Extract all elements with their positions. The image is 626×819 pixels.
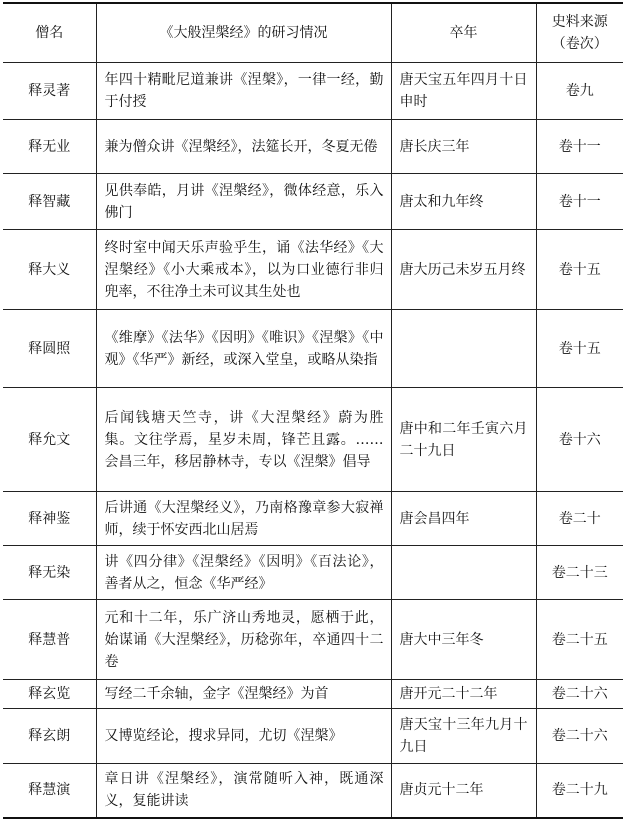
table-row: [3, 120, 623, 174]
table-row: [3, 600, 623, 680]
source-volume: 卷二十六: [536, 709, 623, 764]
monk-name: 释神鉴: [3, 492, 96, 546]
table-row: [3, 546, 623, 600]
death-date: 唐贞元十二年: [391, 764, 536, 818]
death-date: 唐长庆三年: [391, 120, 536, 174]
header-study: 《大般涅槃经》的研习情况: [96, 3, 391, 63]
header-row: [3, 3, 623, 63]
study-text: 写经二千余轴，金字《涅槃经》为首: [96, 680, 391, 709]
study-text: 讲《四分律》《涅槃经》《因明》《百法论》，善者从之，恒念《华严经》: [96, 546, 391, 600]
monk-study-table: [3, 2, 623, 819]
source-volume: 卷二十五: [536, 600, 623, 680]
death-date: 唐天宝十三年九月十九日: [391, 709, 536, 764]
study-text: 《维摩》《法华》《因明》《唯识》《涅槃》《中观》《华严》新经，或深入堂皇，或略从染指: [96, 310, 391, 388]
source-volume: 卷九: [536, 63, 623, 120]
monk-name: 释无染: [3, 546, 96, 600]
source-volume: 卷十一: [536, 174, 623, 230]
death-date: 唐开元二十二年: [391, 680, 536, 709]
source-volume: 卷二十九: [536, 764, 623, 818]
source-volume: 卷十五: [536, 230, 623, 310]
death-date: 唐大历己未岁五月终: [391, 230, 536, 310]
study-text: 见供奉皓，月讲《涅槃经》，微体经意，乐入佛门: [96, 174, 391, 230]
table-row: [3, 63, 623, 120]
source-volume: 卷二十三: [536, 546, 623, 600]
table-row: [3, 492, 623, 546]
study-text: 后闻钱塘天竺寺，讲《大涅槃经》蔚为胜集。文往学焉，星岁未周，锋芒且露。……会昌三年，移居静林寺，专以《涅槃》倡导: [96, 388, 391, 492]
source-volume: 卷十一: [536, 120, 623, 174]
monk-name: 释大义: [3, 230, 96, 310]
monk-name: 释圆照: [3, 310, 96, 388]
study-text: 后讲通《大涅槃经义》，乃南格豫章参大寂禅师，续于怀安西北山居焉: [96, 492, 391, 546]
study-text: 年四十精毗尼道兼讲《涅槃》，一律一经，勤于付授: [96, 63, 391, 120]
table-row: [3, 709, 623, 764]
monk-name: 释灵著: [3, 63, 96, 120]
table-row: [3, 230, 623, 310]
monk-name: 释智藏: [3, 174, 96, 230]
death-date: 唐会昌四年: [391, 492, 536, 546]
header-source-line1: 史料来源: [551, 14, 608, 30]
header-source-line2: （卷次）: [551, 36, 608, 52]
study-text: 元和十二年，乐广济山秀地灵，愿栖于此，始谋诵《大涅槃经》，历稔弥年，卒通四十二卷: [96, 600, 391, 680]
death-date: 唐太和九年终: [391, 174, 536, 230]
source-volume: 卷二十: [536, 492, 623, 546]
monk-name: 释无业: [3, 120, 96, 174]
monk-name: 释慧演: [3, 764, 96, 818]
header-name: 僧名: [3, 3, 96, 63]
table-row: [3, 174, 623, 230]
death-date: 唐中和二年壬寅六月二十九日: [391, 388, 536, 492]
death-date: 唐天宝五年四月十日申时: [391, 63, 536, 120]
monk-name: 释允文: [3, 388, 96, 492]
study-text: 兼为僧众讲《涅槃经》，法筵长开，冬夏无倦: [96, 120, 391, 174]
death-date: 唐大中三年冬: [391, 600, 536, 680]
source-volume: 卷十五: [536, 310, 623, 388]
death-date: [391, 310, 536, 388]
table-row: [3, 310, 623, 388]
source-volume: 卷二十六: [536, 680, 623, 709]
header-source: [536, 3, 623, 63]
monk-name: 释慧普: [3, 600, 96, 680]
header-date: 卒年: [391, 3, 536, 63]
source-volume: 卷十六: [536, 388, 623, 492]
monk-name: 释玄览: [3, 680, 96, 709]
study-text: 终时室中闻天乐声验乎生，诵《法华经》《大涅槃经》《小大乘戒本》，以为口业德行非归兜率，不往净土未可议其生处也: [96, 230, 391, 310]
study-text: 又博览经论，搜求异同，尤切《涅槃》: [96, 709, 391, 764]
table-row: [3, 680, 623, 709]
table-row: [3, 388, 623, 492]
study-text: 章日讲《涅槃经》，演常随听入神，既通深义，复能讲读: [96, 764, 391, 818]
table-row: [3, 764, 623, 818]
death-date: [391, 546, 536, 600]
monk-name: 释玄朗: [3, 709, 96, 764]
